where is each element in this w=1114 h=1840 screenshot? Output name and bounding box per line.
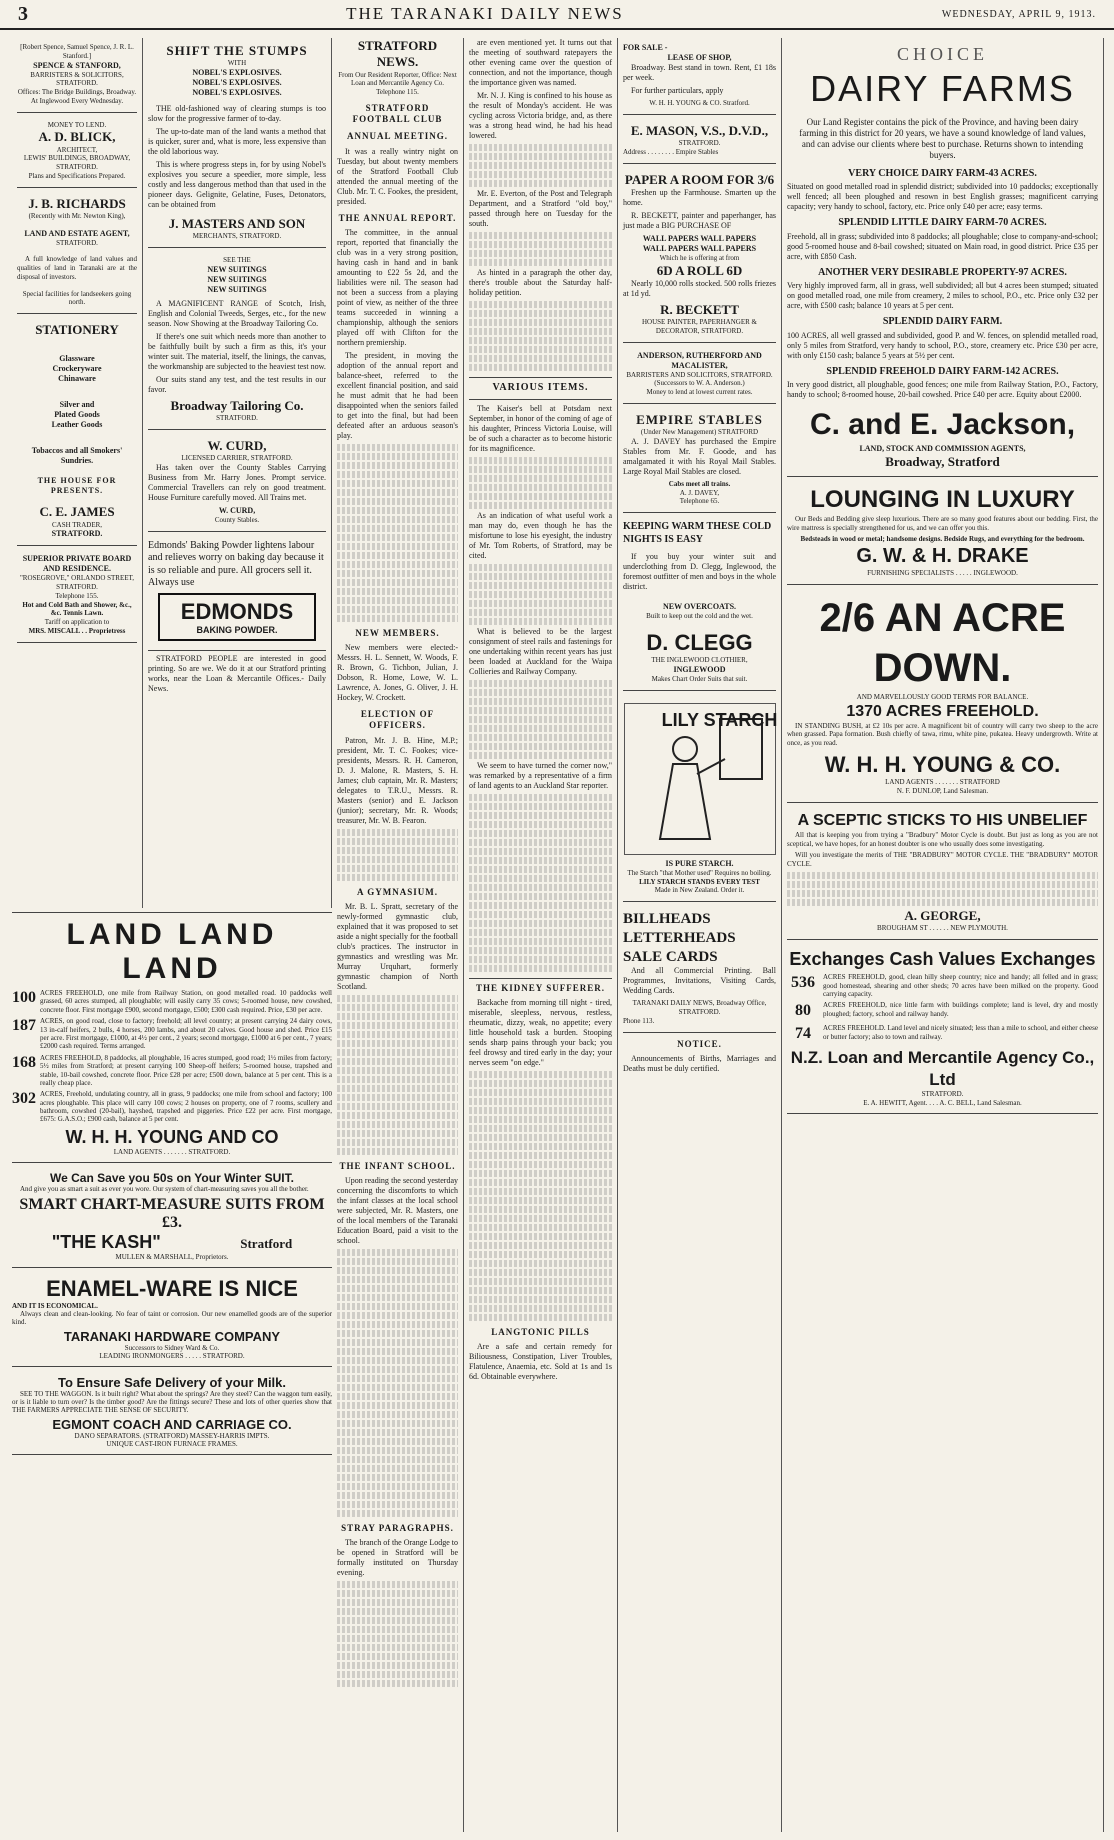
blick-name: A. D. BLICK,	[38, 129, 116, 145]
masters-sub: MERCHANTS, STRATFORD.	[192, 232, 282, 241]
luxury-para: Our Beds and Bedding give sleep luxurious. There are so many good features about our bedding. First, the wire mattress is specially strengthened for us, and we can offer you this.	[787, 514, 1098, 532]
sceptic-head: A SCEPTIC STICKS TO HIS UNBELIEF	[797, 811, 1088, 829]
blick-plans: Plans and Specifications Prepared.	[28, 171, 126, 180]
empire-head: EMPIRE STABLES	[636, 411, 763, 427]
infant-school-head: THE INFANT SCHOOL.	[339, 1160, 456, 1171]
hardware-foot: LEADING IRONMONGERS . . . . . STRATFORD.	[99, 1351, 245, 1360]
spence-firm: SPENCE & STANFORD,	[33, 60, 121, 70]
printing-sig: TARANAKI DAILY NEWS, Broadway Office, STRATFORD.	[632, 999, 767, 1016]
acre-freehold: 1370 ACRES FREEHOLD.	[846, 702, 1039, 720]
milk-head: To Ensure Safe Delivery of your Milk.	[57, 1374, 287, 1390]
suitings-ad	[148, 251, 326, 430]
shop-lease-ad	[623, 38, 776, 115]
bradbury-ad	[787, 806, 1098, 940]
anderson-role: BARRISTERS AND SOLICITORS, STRATFORD.	[626, 370, 773, 379]
nz-loan-town: STRATFORD.	[921, 1089, 964, 1098]
article-para: Patron, Mr. J. B. Hine, M.P.; president, Mr. T. C. Fookes; vice-presidents, Messrs. R. H. Cameron, D. J. Malone, R. Masters, S. H. James; club captain, Mr. R. Masters; delegates to T.R.U., Messrs. R. Masters (senior) and E. Jackson (junior); secretary, Mr. R. Woods; treasurer, Mr. W. B. Fearon.	[337, 735, 458, 825]
shift-stumps: SHIFT THE STUMPS	[166, 43, 308, 58]
clegg-name: D. CLEGG	[646, 629, 753, 655]
enamel-ad	[12, 1271, 332, 1367]
article-para: Mr. N. J. King is confined to his house as the result of Monday's accident. He was cycling across Victoria bridge, and, as there was a strong head wind, he had his head lowered.	[469, 91, 612, 140]
farm-heading: VERY CHOICE DAIRY FARM-43 ACRES.	[848, 167, 1037, 179]
notice-para: Announcements of Births, Marriages and Deaths must be duly certified.	[623, 1053, 776, 1073]
printing-para: And all Commercial Printing. Ball Programmes, Invitations, Visiting Cards, Wedding Cards.	[623, 966, 776, 996]
young-co-role: LAND AGENTS . . . . . . . STRATFORD	[885, 778, 1000, 787]
stumps-para-3: This is where progress steps in, for by using Nobel's explosives you secure a speedier, more simple, less costly and less dangerous method than that used in the pioneer days. Gelignite, Gelatine, Fuses, Detonators, can be obtained from	[148, 160, 326, 209]
spence-stanford-ad	[17, 38, 137, 113]
with-label: WITH	[227, 59, 247, 68]
lily-made: Made in New Zealand. Order it.	[654, 886, 745, 895]
egmont-name: EGMONT COACH AND CARRIAGE CO.	[52, 1416, 292, 1432]
stray-paragraphs-head: STRAY PARAGRAPHS.	[341, 1523, 454, 1533]
farm-text: 100 ACRES, all well grassed and subdivided, good P. and W. fences, on splendid metalled road, only 5 miles from Stratford, very handy to school, P.O., store, creamery etc. Price £30 per acre, with only £150 cash; balance 5 years at 5½ per cent.	[787, 330, 1098, 360]
edmonds-para: Edmonds' Baking Powder lightens labour and relieves worry on baking day because it is so reliable and pure. All grocers sell it. Always use	[148, 539, 324, 588]
young-co-sub: N. F. DUNLOP, Land Salesman.	[896, 787, 989, 795]
empire-sig: A. J. DAVEY,	[679, 488, 720, 497]
house-for-presents: THE HOUSE FOR PRESENTS.	[37, 476, 117, 496]
milk-para: SEE TO THE WAGGON. Is it built right? What about the springs? Are they steel? Can the waggon turn easily, or is it liable to turn over? Is the timber good? Are the fittings secure? These and lots of other queries show that THE FARMERS APPRECIATE THE SENSE OF SECURITY.	[12, 1389, 332, 1414]
money-to-lend: MONEY TO LEND.	[47, 120, 107, 129]
kidney-head: THE KIDNEY SUFFERER.	[469, 978, 612, 994]
young-name: W. H. H. YOUNG AND CO	[65, 1126, 279, 1147]
exchange-listing-text: ACRES FREEHOLD. Land level and nicely situated; less than a mile to school, and either cheese or butter factory; also to town and railway.	[823, 1024, 1098, 1041]
stumps-para-2: The up-to-date man of the land wants a method that is quicker, surer and, what is more, less expensive than the old laborious way.	[148, 127, 326, 156]
kash-smart: SMART CHART-MEASURE SUITS FROM £3.	[19, 1195, 325, 1231]
jackson-role: LAND, STOCK AND COMMISSION AGENTS,	[859, 443, 1026, 453]
overcoats-head: NEW OVERCOATS.	[662, 602, 737, 611]
lease-agent: W. H. H. YOUNG & CO. Stratford.	[649, 99, 750, 107]
broadway-tailoring: Broadway Tailoring Co.	[170, 397, 304, 413]
wallpapers: WALL PAPERS WALL PAPERS	[642, 233, 757, 243]
land-listing-text: ACRES FREEHOLD, one mile from Railway Station, on good metalled road. 10 paddocks well grassed, 60 acres stumped, all ploughable; will easily carry 35 cows; 5-roomed house, new cowshed, concrete floor. First mortgage £900, second mortgage, £500; £300 cash required. Price, £30 per acre.	[40, 989, 332, 1014]
drake-role: FURNISHING SPECIALISTS . . . . . INGLEWOOD.	[867, 569, 1018, 577]
for-sale: FOR SALE -	[623, 43, 668, 52]
paper-para: Freshen up the Farmhouse. Smarten up the home.	[623, 187, 776, 207]
kash-brand-row	[12, 1232, 332, 1253]
various-items-head: VARIOUS ITEMS.	[469, 377, 612, 400]
beckett-para: R. BECKETT, painter and paperhanger, has just made a BIG PURCHASE OF	[623, 210, 776, 230]
acre-down-sub: AND MARVELLOUSLY GOOD TERMS FOR BALANCE.	[856, 692, 1029, 701]
empire-sub: (Under New Management) STRATFORD	[640, 428, 759, 436]
rosegrove-ad	[17, 549, 137, 642]
land-listing	[12, 1090, 332, 1124]
curd-para: Has taken over the County Stables Carrying Business from Mr. Harry Jones. Prompt service. Commercial Travellers can rely on good treatment. House Furniture carefully moved. All Trains met.	[148, 462, 326, 502]
nobel-line-3: NOBEL'S EXPLOSIVES.	[192, 88, 282, 97]
spence-inglewood: At Inglewood Every Wednesday.	[30, 96, 124, 105]
printing-phone: Phone 113.	[623, 1016, 655, 1025]
dairy-intro: Our Land Register contains the pick of the Province, and having been dairy farming in this district for 20 years, we have a sound knowledge of land values, and can advise our clients where best to purchase. Returns shown to intending buyers.	[799, 116, 1086, 161]
suitings-para-3: Our suits stand any test, and the test results in our favor.	[148, 374, 326, 394]
empire-para: A. J. DAVEY has purchased the Empire Stables from Mr. F. Goode, and has amalgamated it with his Royal Mail Stables. Large Royal Mail Stables are closed.	[623, 436, 776, 476]
luxury-para-2: Bedsteads in wood or metal; handsome designs. Bedside Rugs, and everything for the bedroom.	[800, 535, 1085, 544]
new-members-head: NEW MEMBERS.	[355, 627, 440, 638]
land-agent: LAND AND ESTATE AGENT,	[24, 228, 130, 238]
board-proprietress: MRS. MISCALL . . Proprietress	[28, 626, 126, 635]
beckett-role: HOUSE PAINTER, PAPERHANGER & DECORATOR, STRATFORD.	[641, 318, 757, 335]
stratford-people-notice: STRATFORD PEOPLE are interested in good printing. So are we. We do it at our Stratford printing works, near the Loan & Mercantile Offices.- Daily News.	[148, 654, 326, 694]
article-para: The Kaiser's bell at Potsdam next September, in honor of the coming of age of his daughter, Princess Victoria Louise, will be of such a character as to become historic for its magnificence.	[469, 403, 612, 453]
land-listing-num: 187	[12, 1017, 36, 1035]
article-para: Are a safe and certain remedy for Biliousness, Constipation, Liver Troubles, Flatulence, Anaemia, etc. Sold at 1s and 1s 6d. Obtainable everywhere.	[469, 1342, 612, 1381]
luxury-head: LOUNGING IN LUXURY	[810, 485, 1075, 513]
lower-left-ads	[12, 912, 332, 1458]
young-co-name: W. H. H. YOUNG & CO.	[824, 751, 1061, 777]
overcoats-para: Built to keep out the cold and the wet.	[646, 612, 753, 620]
curd-role: LICENSED CARRIER, STRATFORD.	[181, 454, 293, 462]
suitings-para-1: A MAGNIFICENT RANGE of Scotch, Irish, English and Colonial Tweeds, Serges, etc., for the new season. Now Showing at the Broadway Tailoring Co.	[148, 298, 326, 328]
clegg-ad	[623, 516, 776, 691]
kash-head: We Can Save you 50s on Your Winter SUIT.	[50, 1170, 294, 1185]
edmonds-sub: BAKING POWDER.	[196, 625, 278, 635]
spence-role: BARRISTERS & SOLICITORS, STRATFORD.	[30, 70, 124, 88]
land-special: Special facilities for landseekers going north.	[22, 289, 132, 307]
hardware-name: TARANAKI HARDWARE COMPANY	[63, 1328, 281, 1344]
crockeryware: Crockeryware	[52, 364, 102, 374]
enamel-sub: AND IT IS ECONOMICAL.	[12, 1301, 98, 1310]
spence-office: Offices: The Bridge Buildings, Broadway.	[17, 88, 137, 96]
exchange-listing	[787, 1001, 1098, 1021]
drake-ad	[787, 480, 1098, 585]
board-head: SUPERIOR PRIVATE BOARD AND RESIDENCE.	[22, 554, 132, 574]
column-6	[782, 38, 1104, 1832]
stratford-news-sub: From Our Resident Reporter, Office: Next Loan and Mercantile Agency Co. Telephone 115.	[338, 70, 457, 96]
richards-ad	[17, 191, 137, 315]
enamel-head: ENAMEL-WARE IS NICE	[46, 1275, 298, 1301]
sceptic-para-2: Will you investigate the merits of THE "BRADBURY" MOTOR CYCLE. THE "BRADBURY" MOTOR CYCLE.	[787, 851, 1098, 868]
kash-proprietors: MULLEN & MARSHALL, Proprietors.	[115, 1252, 229, 1261]
article-para: What is believed to be the largest consignment of steel rails and fastenings for one undertaking within recent years has just been loaded at Auckland for the Waipa Collieries and Railway Company.	[469, 626, 612, 676]
mason-name: E. MASON, V.S., D.V.D.,	[630, 122, 769, 138]
land-listing-text: ACRES, on good road, close to factory; freehold; all level country; at present carrying 24 dairy cows, 13 in-calf heifers, 2 bulls, 4 horses, 200 lambs, and about 20 calves. Good house and shed. Price £15 per acre. First mortgage, £1000, at 4½ per cent., 2 years; second mortgage, £1000 at 6 per cent., 7 years; £2000 cash required. Terms arranged.	[40, 1017, 332, 1051]
clegg-para: Makes Chart Order Suits that suit.	[651, 675, 748, 683]
board-bath: Hot and Cold Bath and Shower, &c., &c. Tennis Lawn.	[22, 600, 132, 618]
article-para: The committee, in the annual report, reported that financially the club was in a very strong position, having cash in hand and in bank amounting to £22 5s 2d, and the liabilities were nil. The season had not been a success from a playing point of view, as neither of the three teams succeeded in winning a championship, although the seniors played off with Clifton for the northern premiership.	[337, 227, 458, 347]
anderson-sub: (Successors to W. A. Anderson.)	[654, 379, 745, 388]
james-ad	[17, 317, 137, 546]
curd-signature: W. CURD,	[218, 505, 256, 515]
article-para: The president, in moving the adoption of the annual report and balance-sheet, referred to the excellent financial position, and said he must admit that he had been disappointed when the seniors failed to get into the final, but had been defeated after an arduous season's play.	[337, 350, 458, 440]
edmonds-logo	[158, 593, 316, 642]
article-para: As hinted in a paragraph the other day, there's trouble about the Saturday half-holiday petition.	[469, 268, 612, 297]
stumps-para-1: THE old-fashioned way of clearing stumps is too slow for the progressive farmer of to-day.	[148, 104, 326, 123]
suitings-line-3: NEW SUITINGS	[207, 284, 267, 294]
dairy-farms-head: DAIRY FARMS	[810, 67, 1075, 109]
kash-town: Stratford	[240, 1235, 293, 1251]
football-sub: ANNUAL MEETING.	[346, 131, 448, 142]
roll-price: 6D A ROLL 6D	[656, 262, 743, 278]
column-4	[464, 38, 618, 1832]
drake-name: G. W. & H. DRAKE	[856, 545, 1029, 567]
acre-down-ad	[787, 588, 1098, 803]
stationery-head: STATIONERY	[35, 322, 119, 337]
land-listing-num: 302	[12, 1090, 36, 1108]
anderson-money: Money to lend at lowest current rates.	[646, 388, 753, 396]
article-para: Mr. B. L. Spratt, secretary of the newly-formed gymnastic club, explained that it was proposed to set aside a night specially for the football club's practices. The instructor in gymnastics and wrestling was Mr. Murray Urquhart, formerly gymnastic champion of North Scotland.	[337, 901, 458, 991]
richards-sub: (Recently with Mr. Newton King),	[28, 211, 126, 220]
masters-name: J. MASTERS AND SON	[168, 216, 306, 231]
nobel-line-2: NOBEL'S EXPLOSIVES.	[192, 78, 282, 87]
kash-para: And give you as smart a suit as ever you wore. Our system of chart-measuring saves you all the bother.	[20, 1184, 309, 1193]
issue-date: WEDNESDAY, APRIL 9, 1913.	[941, 8, 1096, 20]
empire-cabs: Cabs meet all trains.	[668, 479, 731, 488]
mason-ad	[623, 118, 776, 164]
exchange-listing-num: 80	[795, 1002, 811, 1020]
silver: Silver and	[59, 400, 95, 410]
richards-name: J. B. RICHARDS	[28, 195, 126, 211]
stratford-news-head: STRATFORD NEWS.	[357, 38, 438, 70]
acre-down-head: 2/6 AN ACRE DOWN.	[819, 595, 1066, 690]
billheads: BILLHEADS	[623, 911, 711, 927]
farm-text: In very good district, all ploughable, good fences; one mile from Railway Station, P.O., Factory, handy to school; 8-roomed house, 20-bail cowshed. Price £40 per acre. Equity about £2000.	[787, 380, 1098, 399]
leather-goods: Leather Goods	[51, 420, 103, 430]
egmont-sub-2: UNIQUE CAST-IRON FURNACE FRAMES.	[106, 1439, 238, 1448]
warm-para: If you buy your winter suit and underclothing from D. Clegg, Inglewood, the foremost outfitter of men and boys in the whole district.	[623, 552, 776, 591]
lease-head: LEASE OF SHOP,	[667, 53, 732, 62]
james-town: STRATFORD.	[51, 529, 103, 539]
milk-ad	[12, 1370, 332, 1455]
nz-loan-sig: E. A. HEWITT, Agent. . . . A. C. BELL, Land Salesman.	[863, 1098, 1022, 1107]
land-listing-text: ACRES FREEHOLD, 8 paddocks, all ploughable, 16 acres stumped, good road; 1½ miles from factory; 5½ miles from Stratford; at present carrying 100 Sheep-off heifers; 5-roomed house, trapshed and stable, 10-bail cowshed, concrete floor. Price £28 per acre; £500 down, balance at 5 per cent. This is a really cheap place.	[40, 1053, 332, 1087]
page-number: 3	[18, 2, 28, 25]
newspaper-title: THE TARANAKI DAILY NEWS	[346, 4, 624, 23]
gymnasium-head: A GYMNASIUM.	[357, 886, 438, 897]
land-listing-num: 168	[12, 1053, 36, 1071]
column-1	[12, 38, 143, 908]
blick-address: LEWIS' BUILDINGS, BROADWAY, STRATFORD.	[23, 154, 131, 171]
beckett-ad	[623, 167, 776, 343]
lily-pure: IS PURE STARCH.	[665, 858, 734, 868]
enamel-para: Always clean and clean-looking. No fear of taint or corrosion. Our new enamelled goods are of the superior kind.	[12, 1309, 332, 1326]
edmonds-ad	[148, 535, 326, 652]
egmont-sub: DANO SEPARATORS. (STRATFORD) MASSEY-HARRIS IMPTS.	[74, 1431, 270, 1440]
land-town: STRATFORD.	[56, 238, 98, 247]
langtonic-head: LANGTONIC PILLS	[491, 1326, 590, 1337]
land-listing-num: 100	[12, 989, 36, 1006]
land-ad	[12, 912, 332, 1163]
choice-head: CHOICE	[897, 44, 988, 64]
printing-ad	[623, 905, 776, 1033]
farm-heading: ANOTHER VERY DESIRABLE PROPERTY-97 ACRES.	[818, 266, 1067, 278]
article-para: As an indication of what useful work a man may do, even though he has the misfortune to lose his eyesight, the industry of Mr. Tom Roberts, of Stratford, may be cited.	[469, 510, 612, 560]
tobaccos: Tobaccos and all Smokers' Sundries.	[31, 446, 123, 466]
masthead	[0, 0, 1114, 30]
exchange-listing	[787, 973, 1098, 998]
article-para: It was a really wintry night on Tuesday, but about twenty members of the Stratford Football Club attended the annual meeting of the Club. Mr. T. C. Fookes, the president, presided.	[337, 146, 458, 206]
article-para: We seem to have turned the corner now," was remarked by a representative of a firm of land agents to an Auckland Star reporter.	[469, 760, 612, 790]
clegg-town: INGLEWOOD	[673, 665, 726, 674]
spence-names: [Robert Spence, Samuel Spence, J. R. L. Stanford.]	[20, 43, 134, 60]
farm-text: Situated on good metalled road in splendid district; subdivided into 10 paddocks; exceptionally well fenced; all been ploughed and resown in best English grasses; magnificent carrying capacity; very handy to school, factory, etc. Price only £40 per acre; easy terms.	[787, 182, 1098, 211]
nz-loan-name: N.Z. Loan and Mercantile Agency Co., Ltd	[790, 1048, 1095, 1089]
wallpapers-2: WALL PAPERS WALL PAPERS	[642, 243, 757, 253]
exchange-listing-num: 536	[791, 974, 815, 992]
lily-starch-ad: LILY STARCH IS PURE STARCH. The Starch "that Mother used" Requires no boiling. LILY STARCH STANDS EVERY TEST Made in New Zealand. Order it.	[623, 694, 776, 902]
football-head: STRATFORD FOOTBALL CLUB	[352, 102, 443, 124]
land-listing	[12, 989, 332, 1014]
james-role: CASH TRADER,	[51, 520, 103, 529]
farm-heading: SPLENDID LITTLE DAIRY FARM-70 ACRES.	[838, 217, 1047, 228]
land-text: A full knowledge of land values and qualities of land in Taranaki are at the disposal of investors.	[17, 255, 137, 281]
article-para: are even mentioned yet. It turns out that the meeting of southward ratepayers the other evening came over the question of connection, and not the importance, though the importance given was named.	[469, 38, 612, 87]
officers-head: ELECTION OF OFFICERS.	[360, 709, 435, 731]
board-address: "ROSEGROVE," ORLANDO STREET, STRATFORD.	[19, 574, 135, 591]
nobel-line-1: NOBEL'S EXPLOSIVES.	[192, 68, 282, 77]
empire-tel: Telephone 65.	[679, 497, 720, 506]
paper-room-head: PAPER A ROOM FOR 3/6	[624, 171, 775, 187]
young-sub: LAND AGENTS . . . . . . . STRATFORD.	[113, 1147, 231, 1156]
acre-para: IN STANDING BUSH, at £2 10s per acre. A magnificent bit of country will carry two sheep to the acre when grassed. Papa formation. Bush chiefly of tawa, rimu, white pine, pukatea. Heavy undergrowth. Write at once, as you read.	[787, 721, 1098, 747]
land-listing-text: ACRES, Freehold, undulating country, all in grass, 9 paddocks; one mile from school and factory; 100 acres ploughable. This place will carry 100 cows; 2 houses on property, one of 7 rooms, scullery and bathroom, cowshed (20-bail), hayshed, trapshed and piggeries. Price £22 per acre. First mortgage, £675: G.A.S.O.; £900 cash, balance at 5 per cent.	[40, 1090, 332, 1124]
farm-text: Freehold, all in grass; subdivided into 8 paddocks; all ploughable; close to company-and-school; good 5-roomed house and 8-bail cowshed; situated on Main road, in good district. Price £35 per acre, with £850 Cash.	[787, 231, 1098, 261]
plated-goods: Plated Goods	[54, 410, 100, 420]
land-head: LAND LAND LAND	[66, 918, 278, 985]
exchange-listing	[787, 1024, 1098, 1044]
kash-name: "THE KASH"	[51, 1231, 161, 1252]
article-para: Mr. E. Everton, of the Post and Telegraph Department, and a Stratford "old boy," passed through here on Tuesday for the south.	[469, 189, 612, 228]
jackson-address: Broadway, Stratford	[885, 453, 1000, 469]
blick-role: ARCHITECT,	[56, 145, 98, 154]
james-name: C. E. JAMES	[39, 504, 115, 520]
column-5	[618, 38, 782, 1832]
curd-ad	[148, 433, 326, 532]
article-para: Backache from morning till night - tired, miserable, sleepless, nervous, restless, rheumatic, dizzy, weak, no appetite; every little household task a burden. Stooping sends sharp pains through your back; you feel drowsy and tired early in the day; your nerves seem "on edge."	[469, 997, 612, 1067]
beckett-name: R. BECKETT	[660, 301, 739, 317]
notice-head: NOTICE.	[677, 1038, 722, 1049]
lily-para: The Starch "that Mother used" Requires no boiling.	[627, 868, 772, 877]
edmonds-brand: EDMONDS	[180, 598, 294, 624]
farm-heading: SPLENDID DAIRY FARM.	[882, 316, 1003, 327]
lease-para-2: For further particulars, apply	[631, 86, 724, 95]
glassware: Glassware	[59, 354, 95, 364]
mason-address: Address . . . . . . . . Empire Stables	[623, 147, 719, 156]
broadway-town: STRATFORD.	[216, 414, 258, 422]
suitings-line-2: NEW SUITINGS	[207, 274, 267, 284]
curd-stables: County Stables.	[214, 515, 260, 524]
hardware-sub: Successors to Sidney Ward & Co.	[124, 1343, 220, 1352]
mason-town: STRATFORD.	[678, 139, 721, 147]
column-3	[332, 38, 464, 1832]
anderson-ad	[623, 346, 776, 404]
jackson-name: C. and E. Jackson,	[809, 408, 1076, 441]
letterheads: LETTERHEADS	[623, 929, 736, 946]
beckett-para-2: Which he is offering at from	[659, 253, 740, 262]
land-listing	[12, 1017, 332, 1051]
column-2	[143, 38, 332, 908]
beckett-para-3: Nearly 10,000 rolls stocked. 500 rolls friezes at 1d yd.	[623, 278, 776, 298]
chinaware: Chinaware	[58, 374, 96, 384]
george-name: A. GEORGE,	[904, 907, 981, 923]
land-listing	[12, 1054, 332, 1088]
warm-head: KEEPING WARM THESE COLD NIGHTS IS EASY	[623, 521, 772, 545]
farm-heading: SPLENDID FREEHOLD DAIRY FARM-142 ACRES.	[826, 365, 1059, 377]
exchange-listing-text: ACRES FREEHOLD, good, clean hilly sheep country; nice and handy; all felled and in grass; good homestead, shearing and other sheds; 70 acres have been milked on the property. Good carrying capacity.	[823, 973, 1098, 999]
suitings-see: SEE THE	[223, 256, 251, 264]
blick-ad	[17, 116, 137, 188]
annual-report-head: THE ANNUAL REPORT.	[338, 212, 457, 223]
anderson-name: ANDERSON, RUTHERFORD AND MACALISTER,	[637, 350, 762, 370]
sceptic-para: All that is keeping you from trying a "Bradbury" Motor Cycle is doubt. But just as long as you are not sceptical, we have hopes, for an honest doubter is one who usually does some investigating.	[787, 830, 1098, 848]
curd-name: W. CURD,	[207, 437, 267, 453]
nz-loan-ad	[787, 943, 1098, 1115]
dairy-farms-ad	[787, 38, 1098, 477]
exchanges-head: Exchanges Cash Values Exchanges	[789, 948, 1096, 969]
suitings-line-1: NEW SUITINGS	[207, 264, 267, 274]
board-tariff: Tariff on application to	[44, 618, 110, 626]
suitings-para-2: If there's one suit which needs more than another to be faithfully built by such a firm as this, it's your winter suit. The material, itself, the linings, the canvas, the workmanship are subjected to the heaviest test now.	[148, 331, 326, 371]
article-para: New members were elected:- Messrs. H. L. Sennett, W. Woods, F. R. Brown, G. Tichbon, Julian, J. Dobson, R. Home, Lowe, W. L. Lawrence, A. Jones, G. Oliver, J. H. Hockey, W. Crockett.	[337, 643, 458, 702]
article-para: Upon reading the second yesterday concerning the discomforts to which the infant classes at the local school were subjected, Mr. R. Masters, one of the local members of the Taranaki Education Board, paid a visit to the school.	[337, 1176, 458, 1245]
kash-ad	[12, 1166, 332, 1268]
farm-text: Very highly improved farm, all in grass, well subdivided; all but 4 acres been stumped; situated on good metalled road, one mile from creamery, 2 miles to school, P.O., etc. Price only £32 per acre, with £500 cash; balance 10 years at 5 per cent.	[787, 281, 1098, 310]
empire-stables-ad	[623, 407, 776, 513]
lease-para: Broadway. Best stand in town. Rent, £1 18s per week.	[623, 63, 776, 82]
article-para: The branch of the Orange Lodge to be opened in Stratford will be formally instituted on Thursday evening.	[337, 1538, 458, 1578]
george-address: BROUGHAM ST . . . . . . NEW PLYMOUTH.	[877, 924, 1008, 932]
nobel-ad	[148, 38, 326, 248]
clegg-role: THE INGLEWOOD CLOTHIER,	[651, 656, 748, 665]
lily-test: LILY STARCH STANDS EVERY TEST	[639, 877, 760, 886]
board-tel: Telephone 155.	[55, 591, 99, 600]
exchange-listing-text: ACRES FREEHOLD, nice little farm with buildings complete; land is level, dry and mostly ploughed; factory, school and railway handy.	[823, 1001, 1098, 1018]
exchange-listing-num: 74	[795, 1025, 811, 1043]
sale-cards: SALE CARDS	[623, 948, 718, 965]
